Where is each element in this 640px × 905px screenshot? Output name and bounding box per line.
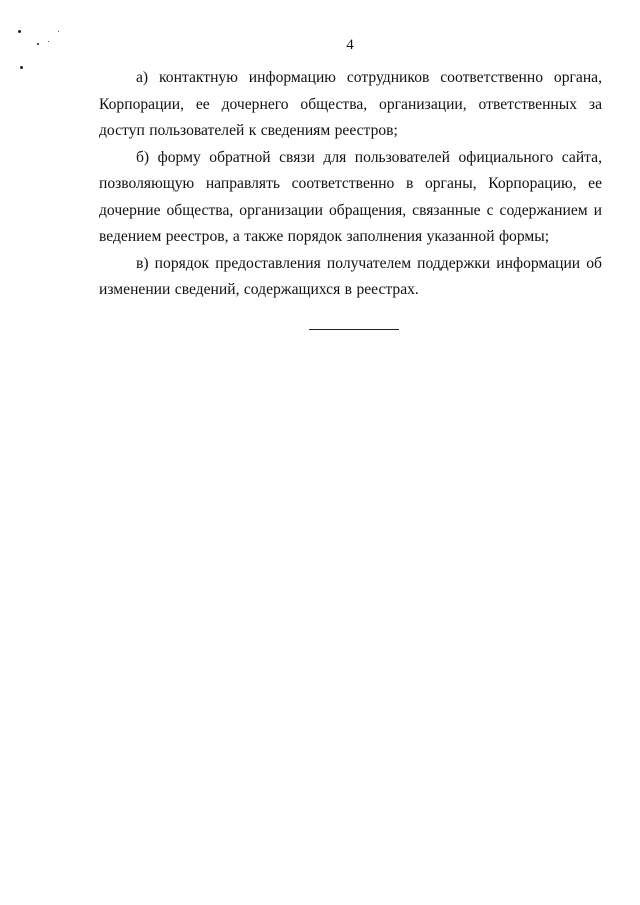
end-of-text-rule	[309, 329, 399, 330]
page-number: 4	[346, 37, 354, 53]
scan-speck	[20, 66, 23, 69]
document-body	[99, 65, 602, 304]
list-item-b: б) форму обратной связи для пользователей официального сайта, позволяющую направлять соответственно в органы, Корпорацию, ее дочерние общества, организации обращения, связанные с содержанием и ведением реестров, а также порядок заполнения указанной формы;	[99, 148, 602, 245]
scan-speck	[18, 30, 21, 33]
list-item-v: в) порядок предоставления получателем поддержки информации об изменении сведений, содержащихся в реестрах.	[99, 254, 602, 298]
list-item-a: а) контактную информацию сотрудников соответственно органа, Корпорации, ее дочернего общества, организации, ответственных за доступ пользователей к сведениям реестров;	[99, 69, 602, 139]
scan-speck	[58, 31, 59, 32]
